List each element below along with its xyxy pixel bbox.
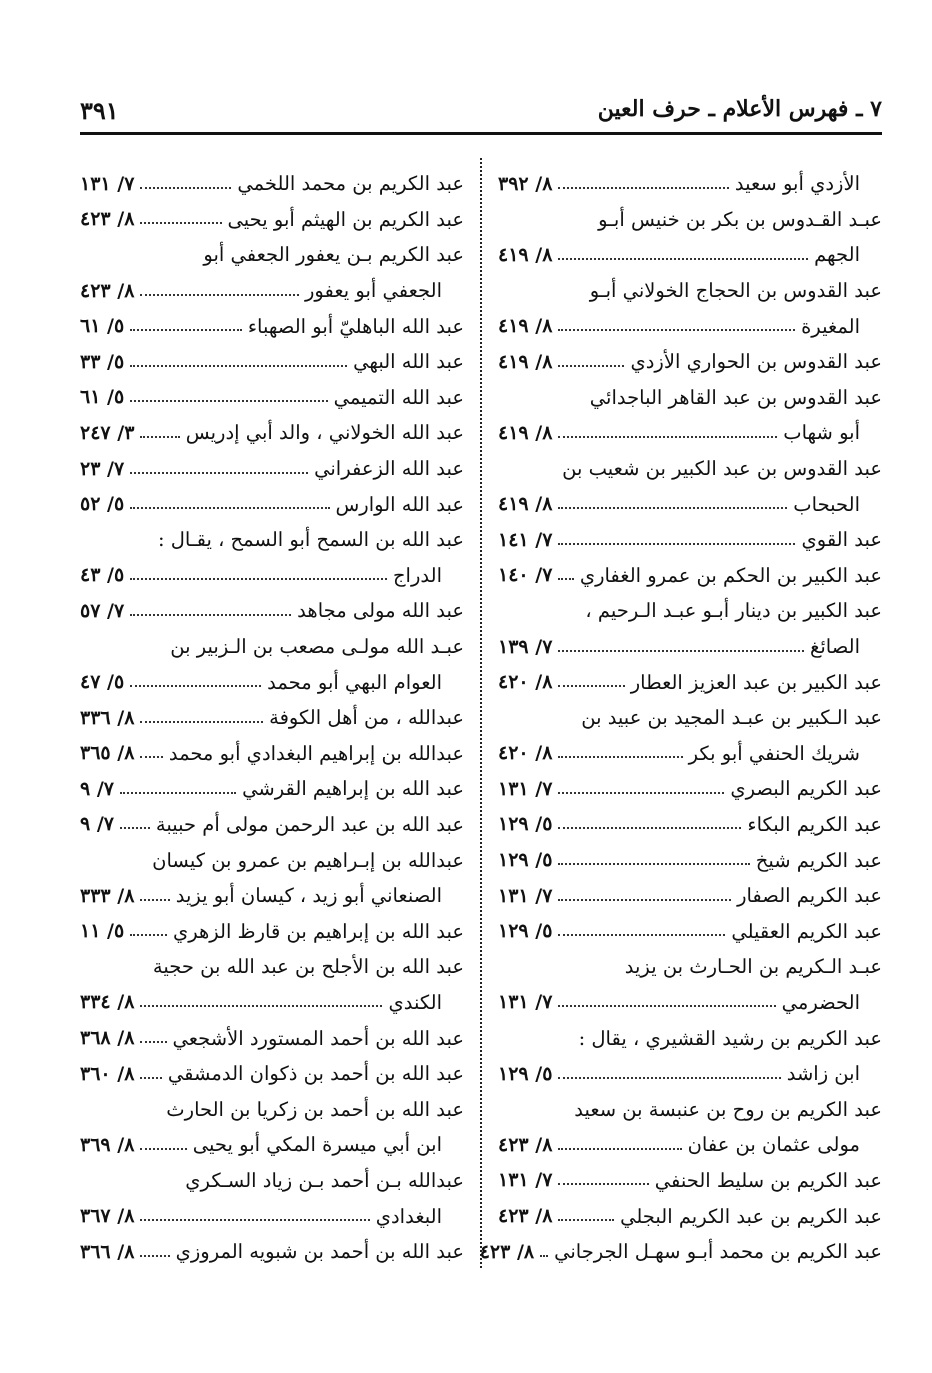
leader-dots [140, 756, 162, 758]
entry-name: الدراج [392, 563, 442, 587]
volume-page-ref: ٨/ ٤٢٣ [498, 1133, 553, 1156]
index-entry [80, 771, 464, 807]
index-entry [80, 985, 464, 1021]
entry-name: عبد القدوس بن الحواري الأزدي [630, 350, 882, 374]
leader-dots [558, 1148, 681, 1150]
index-entry [498, 380, 882, 416]
index-column-left [80, 166, 464, 1269]
leader-dots [130, 472, 308, 474]
entry-name: عبد الكريم العقيلي [731, 919, 882, 943]
volume-page-ref: ٧/ ١٣٩ [498, 635, 553, 658]
volume-page-ref: ٥/ ٤٧ [80, 671, 125, 694]
volume-page-ref: ٨/ ٣٩٢ [498, 172, 553, 195]
entry-name: عبد الله بن أحمد المستورد الأشجعي [172, 1026, 464, 1050]
leader-dots [558, 650, 804, 652]
leader-dots [558, 1005, 775, 1007]
index-entry [80, 700, 464, 736]
volume-page-ref: ٨/ ٤٢٣ [479, 1240, 535, 1263]
index-entry [80, 949, 464, 985]
leader-dots [140, 899, 169, 901]
leader-dots [140, 1041, 166, 1043]
volume-page-ref: ٧/ ١٣١ [80, 172, 135, 195]
entry-name: عبد الله بن إبراهيم القرشي [242, 777, 464, 801]
volume-page-ref: ٥/ ١٢٩ [498, 920, 553, 943]
index-entry [498, 166, 882, 202]
leader-dots [558, 187, 729, 189]
leader-dots [558, 934, 725, 936]
index-entry [80, 308, 464, 344]
entry-name: عبد الكريم الصفار [737, 884, 882, 908]
index-entry [498, 985, 882, 1021]
entry-name: عبد الـكبير بن عبـد المجيد بن عبيد بن [581, 706, 882, 730]
volume-page-ref: ٧/ ٢٣ [80, 457, 125, 480]
entry-name: الجعفي أبو يعفور [305, 279, 442, 303]
index-column-right [479, 166, 882, 1269]
leader-dots [120, 792, 236, 794]
index-entry [80, 380, 464, 416]
entry-name: عبد الكريم بن رشيد القشيري ، يقال : [578, 1026, 882, 1050]
volume-page-ref: ٥/ ٦١ [80, 386, 125, 409]
index-entry [80, 1198, 464, 1234]
index-entry [80, 913, 464, 949]
entry-name: عبدالله بن إبـراهيم بن عمرو بن كيسان [152, 848, 464, 872]
volume-page-ref: ٨/ ٣٦٥ [80, 742, 135, 765]
entry-name: الحبحاب [793, 492, 860, 516]
volume-page-ref: ٨/ ٤٢٣ [498, 1205, 553, 1228]
entry-name: عبـد الله مولـى مصعب بن الـزبير بن [170, 635, 464, 659]
index-entry [498, 771, 882, 807]
entry-name: عبد الله الوارس [335, 492, 464, 516]
index-entry [80, 1163, 464, 1199]
entry-name: عبدالله ، من أهل الكوفة [269, 706, 464, 730]
volume-page-ref: ٨/ ٤١٩ [498, 493, 553, 516]
volume-page-ref: ٥/ ٥٢ [80, 493, 125, 516]
entry-name: البغدادي [375, 1204, 442, 1228]
index-entry [498, 344, 882, 380]
index-entry [498, 522, 882, 558]
volume-page-ref: ٧/ ١٤٠ [498, 564, 553, 587]
entry-name: عبد الله مولى مجاهد [297, 599, 464, 623]
entry-name: ابن زاشد [786, 1062, 860, 1086]
entry-name: عبد الكريم البصري [730, 777, 882, 801]
index-entry [80, 842, 464, 878]
leader-dots [130, 365, 347, 367]
entry-name: عبـد الـكريم بن الحـارث بن يزيد [624, 955, 882, 979]
index-entry [80, 415, 464, 451]
index-entry [80, 237, 464, 273]
entry-name: شريك الحنفي أبو بكر [688, 741, 860, 765]
column-divider [480, 158, 482, 1268]
entry-name: عبدالله بـن أحمد بـن زياد السـكري [185, 1168, 464, 1192]
entry-name: عبد الله الباهليّ أبو الصهباء [247, 314, 464, 338]
index-entry [498, 1056, 882, 1092]
index-entry [498, 842, 882, 878]
leader-dots [558, 1077, 780, 1079]
index-entry [80, 1091, 464, 1127]
entry-name: عبد الكريم شيخ [755, 848, 882, 872]
entry-name: عبد الكبير بن دينار أبـو عبـد الـرحيم ، [585, 599, 882, 623]
volume-page-ref: ٨/ ٤١٩ [498, 421, 553, 444]
leader-dots [558, 863, 749, 865]
volume-page-ref: ٨/ ٤١٩ [498, 350, 553, 373]
index-entry [498, 1127, 882, 1163]
volume-page-ref: ٨/ ٤٢٠ [498, 742, 553, 765]
entry-name: عبد الكريم بن الهيثم أبو يحيى [227, 207, 464, 231]
volume-page-ref: ٧/ ١٣١ [498, 777, 553, 800]
entry-name: ابن أبي ميسرة المكي أبو يحيى [192, 1133, 442, 1157]
entry-name: عبد الكبير بن عبد العزيز العطار [630, 670, 882, 694]
leader-dots [558, 756, 682, 758]
entry-name: الجهم [814, 243, 860, 267]
entry-name: عبد الله الخولاني ، والد أبي إدريس [185, 421, 464, 445]
entry-name: عبد الكريم بن روح بن عنبسة بن سعيد [574, 1097, 882, 1121]
volume-page-ref: ٣/ ٢٤٧ [80, 421, 135, 444]
index-entry [479, 1234, 882, 1270]
entry-name: عبد الكريم بن محمد أبـو سهـل الجرجاني [554, 1240, 882, 1264]
index-entry [498, 1020, 882, 1056]
volume-page-ref: ٧/ ١٣١ [498, 1169, 553, 1192]
volume-page-ref: ٥/ ٦١ [80, 315, 125, 338]
leader-dots [140, 294, 299, 296]
index-entry [498, 237, 882, 273]
volume-page-ref: ٨/ ٣٣٣ [80, 884, 135, 907]
index-entry [80, 1127, 464, 1163]
entry-name: عبد الكريم بن محمد اللخمي [237, 172, 464, 196]
entry-name: عبد الكريم بـن يعفور الجعفي أبو [203, 243, 464, 267]
entry-name: الأزدي أبو سعيد [734, 172, 860, 196]
entry-name: الكندي [388, 990, 442, 1014]
entry-name: المغيرة [801, 314, 860, 338]
entry-name: عبد الله بن أحمد بن ذكوان الدمشقي [167, 1062, 464, 1086]
index-entry [80, 629, 464, 665]
index-entry [80, 664, 464, 700]
volume-page-ref: ٥/ ١٢٩ [498, 849, 553, 872]
leader-dots [140, 1005, 382, 1007]
volume-page-ref: ٨/ ٤٢٠ [498, 671, 553, 694]
index-entry [498, 807, 882, 843]
index-entry [80, 1020, 464, 1056]
entry-name: عبد الله البهي [353, 350, 464, 374]
leader-dots [140, 436, 179, 438]
entry-name: عبد الكريم بن عبد الكريم البجلي [620, 1204, 882, 1228]
entry-name: العوام البهي أبو محمد [267, 670, 442, 694]
entry-name: عبد الله بن إبراهيم بن قارظ الزهري [172, 919, 464, 943]
volume-page-ref: ٨/ ٣٣٤ [80, 991, 135, 1014]
leader-dots [140, 222, 221, 224]
entry-name: الحضرمي [781, 990, 860, 1014]
volume-page-ref: ٧/ ١٣١ [498, 884, 553, 907]
leader-dots [140, 1219, 369, 1221]
leader-dots [558, 436, 777, 438]
leader-dots [140, 721, 263, 723]
index-entry [498, 486, 882, 522]
entry-name: عبد الله بن أحمد بن شبويه المروزي [175, 1240, 464, 1264]
index-entry [498, 736, 882, 772]
index-entry [80, 273, 464, 309]
leader-dots [120, 827, 150, 829]
page-header [80, 92, 882, 135]
index-entry [498, 308, 882, 344]
page-number: ٣٩١ [80, 96, 119, 125]
index-entry [80, 1234, 464, 1270]
index-entry [498, 878, 882, 914]
leader-dots [130, 614, 291, 616]
leader-dots [140, 1255, 169, 1257]
index-entry [498, 1163, 882, 1199]
leader-dots [558, 792, 724, 794]
leader-dots [130, 578, 387, 580]
entry-name: عبد القدوس بن الحجاج الخولاني أبـو [589, 279, 882, 303]
index-entry [80, 558, 464, 594]
index-entry [80, 202, 464, 238]
entry-name: عبد الله الزعفراني [314, 457, 464, 481]
entry-name: عبد القدوس بن عبد الكبير بن شعيب بن [562, 457, 882, 481]
index-entry [80, 807, 464, 843]
index-entry [498, 664, 882, 700]
volume-page-ref: ٨/ ٣٦٧ [80, 1205, 135, 1228]
index-entry [498, 1091, 882, 1127]
index-entry [498, 913, 882, 949]
leader-dots [130, 329, 242, 331]
index-entry [80, 344, 464, 380]
leader-dots [558, 1183, 648, 1185]
volume-page-ref: ٧/ ١٣١ [498, 991, 553, 1014]
leader-dots [140, 1077, 162, 1079]
index-entry [80, 878, 464, 914]
index-entry [80, 451, 464, 487]
volume-page-ref: ٨/ ٤١٩ [498, 243, 553, 266]
index-entry [498, 202, 882, 238]
volume-page-ref: ٥/ ٣٣ [80, 350, 125, 373]
entry-name: عبد الله بن أحمد بن زكريا بن الحارث [166, 1097, 464, 1121]
index-entry [498, 629, 882, 665]
volume-page-ref: ٧/ ٩ [80, 813, 114, 836]
entry-name: عبد القوي [801, 528, 882, 552]
leader-dots [558, 365, 624, 367]
page-title: ٧ ـ فهرس الأعلام ـ حرف العين [597, 96, 882, 122]
volume-page-ref: ٥/ ١١ [80, 920, 125, 943]
volume-page-ref: ٥/ ١٢٩ [498, 1062, 553, 1085]
entry-name: عبدالله بن إبراهيم البغدادي أبو محمد [168, 741, 464, 765]
entry-name: عبد الله بن الأجلح بن عبد الله بن حجية [152, 955, 464, 979]
leader-dots [140, 187, 231, 189]
volume-page-ref: ٨/ ٣٣٦ [80, 706, 135, 729]
index-entry [498, 558, 882, 594]
leader-dots [558, 329, 795, 331]
index-entry [498, 949, 882, 985]
entry-name: عبـد القـدوس بن بكر بن خنيس أبـو [598, 207, 882, 231]
entry-name: عبد القدوس بن عبد القاهر الباجدائي [589, 385, 882, 409]
leader-dots [558, 543, 795, 545]
leader-dots [558, 507, 787, 509]
index-entry [80, 736, 464, 772]
entry-name: الصائغ [809, 635, 860, 659]
leader-dots [558, 827, 741, 829]
index-entry [498, 593, 882, 629]
volume-page-ref: ٧/ ١٤١ [498, 528, 553, 551]
volume-page-ref: ٨/ ٣٦٨ [80, 1027, 135, 1050]
leader-dots [130, 507, 329, 509]
leader-dots [140, 1148, 186, 1150]
entry-name: عبد الله التميمي [333, 385, 464, 409]
entry-name: مولى عثمان بن عفان [687, 1133, 860, 1157]
volume-page-ref: ٨/ ٣٦٩ [80, 1133, 135, 1156]
index-entry [498, 273, 882, 309]
leader-dots [130, 934, 167, 936]
entry-name: أبو شهاب [783, 421, 860, 445]
index-entry [80, 486, 464, 522]
volume-page-ref: ٨/ ٤٢٣ [80, 279, 135, 302]
leader-dots [558, 258, 808, 260]
volume-page-ref: ٨/ ٣٦٦ [80, 1240, 135, 1263]
leader-dots [558, 578, 573, 580]
volume-page-ref: ٨/ ٣٦٠ [80, 1062, 135, 1085]
leader-dots [558, 1219, 614, 1221]
index-entry [498, 415, 882, 451]
entry-name: عبد الله بن عبد الرحمن مولى أم حبيبة [155, 812, 464, 836]
leader-dots [130, 685, 261, 687]
leader-dots [558, 685, 624, 687]
leader-dots [558, 899, 731, 901]
index-entry [80, 593, 464, 629]
leader-dots [130, 400, 327, 402]
leader-dots [540, 1255, 548, 1257]
entry-name: عبد الكبير بن الحكم بن عمرو الغفاري [579, 563, 882, 587]
entry-name: عبد الكريم البكاء [747, 812, 882, 836]
volume-page-ref: ٥/ ٤٣ [80, 564, 125, 587]
index-entry [498, 451, 882, 487]
entry-name: الصنعاني أبو زيد ، كيسان أبو يزيد [175, 884, 442, 908]
entry-name: عبد الله بن السمح أبو السمح ، يقـال : [157, 528, 464, 552]
entry-name: عبد الكريم بن سليط الحنفي [654, 1168, 882, 1192]
index-entry [80, 522, 464, 558]
volume-page-ref: ٨/ ٤١٩ [498, 315, 553, 338]
index-entry [498, 700, 882, 736]
volume-page-ref: ٧/ ٩ [80, 777, 114, 800]
volume-page-ref: ٥/ ١٢٩ [498, 813, 553, 836]
volume-page-ref: ٨/ ٤٢٣ [80, 208, 135, 231]
index-entry [498, 1198, 882, 1234]
index-entry [80, 1056, 464, 1092]
volume-page-ref: ٧/ ٥٧ [80, 599, 125, 622]
index-entry [80, 166, 464, 202]
